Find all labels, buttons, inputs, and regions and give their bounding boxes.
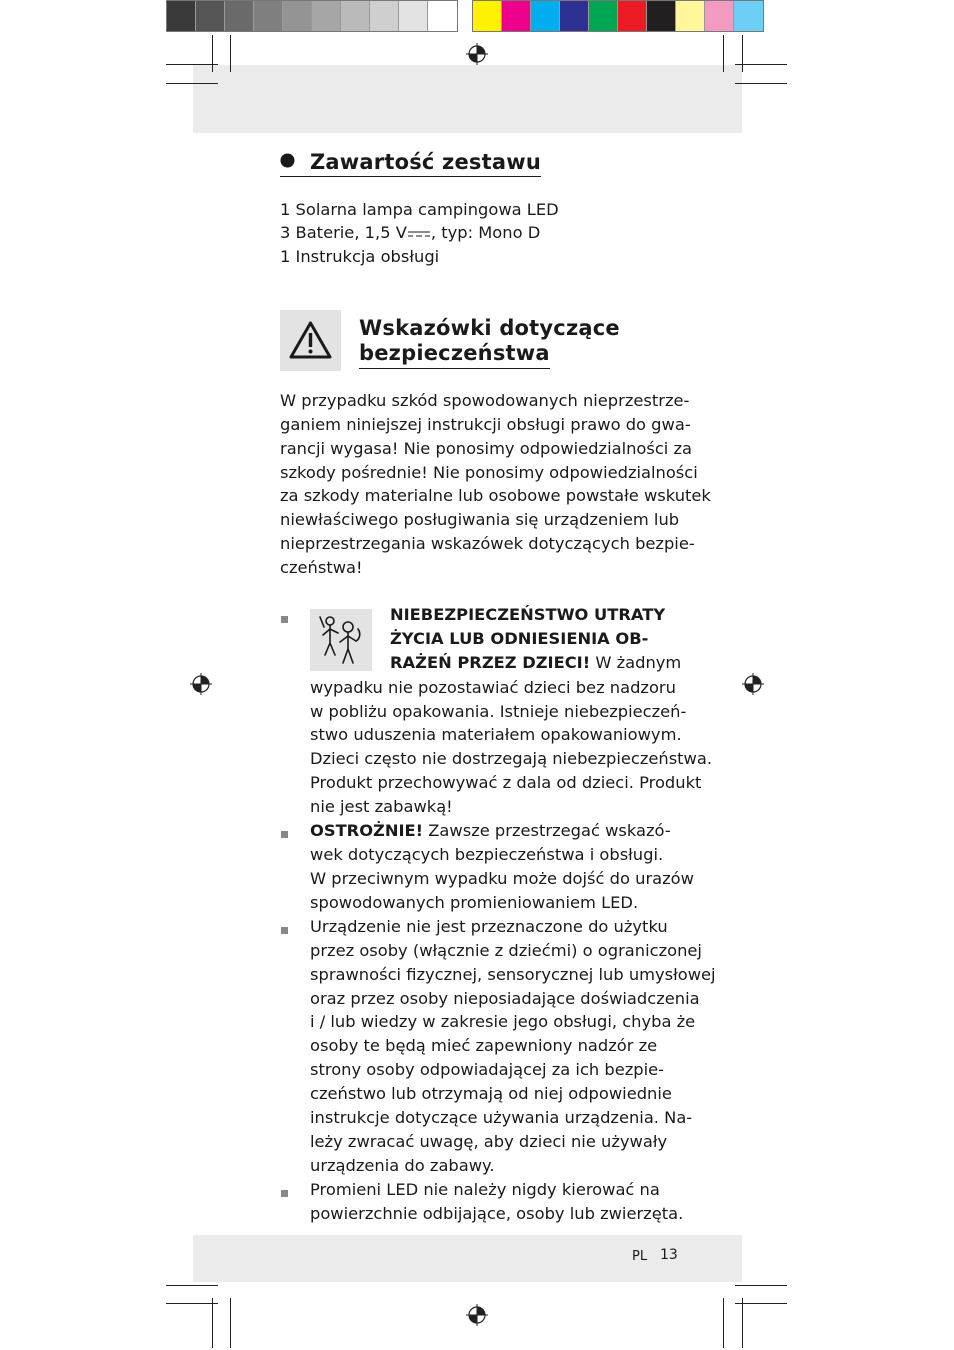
color-swatch xyxy=(589,1,618,31)
warning-triangle-icon xyxy=(288,320,333,360)
color-swatch xyxy=(705,1,734,31)
gray-swatches xyxy=(166,0,458,32)
print-color-bar xyxy=(166,0,764,32)
child-warning-title-1: NIEBEZPIECZEŃSTWO UTRATY xyxy=(390,605,666,624)
color-swatch xyxy=(370,1,399,31)
safety-heading: Wskazówki dotyczące bezpieczeństwa xyxy=(359,316,620,369)
color-swatch xyxy=(341,1,370,31)
color-swatch xyxy=(676,1,705,31)
list-bullet xyxy=(281,831,288,838)
color-swatch xyxy=(618,1,647,31)
registration-mark-icon xyxy=(466,1304,488,1326)
color-swatch xyxy=(734,1,763,31)
registration-mark-icon xyxy=(466,43,488,65)
contents-item-batteries: 3 Baterie, 1,5 V , typ: Mono D xyxy=(280,223,541,242)
color-swatch xyxy=(560,1,589,31)
child-warning-line-3: RAŻEŃ PRZEZ DZIECI! W żadnym xyxy=(390,653,682,672)
color-swatch xyxy=(399,1,428,31)
footer-language: PL xyxy=(632,1249,648,1264)
color-swatch xyxy=(225,1,254,31)
color-swatch xyxy=(502,1,531,31)
color-swatches xyxy=(472,0,764,32)
dc-symbol-icon xyxy=(407,229,431,239)
contents-heading: Zawartość zestawu xyxy=(280,150,541,177)
color-swatch xyxy=(428,1,457,31)
registration-mark-icon xyxy=(742,673,764,695)
contents-item-manual: 1 Instrukcja obsługi xyxy=(280,247,440,266)
page-number: 13 xyxy=(660,1247,678,1263)
child-warning-icon-box xyxy=(310,609,372,671)
color-swatch xyxy=(254,1,283,31)
color-swatch xyxy=(473,1,502,31)
color-swatch xyxy=(647,1,676,31)
list-bullet xyxy=(281,616,288,623)
color-swatch xyxy=(196,1,225,31)
contents-item-lamp: 1 Solarna lampa campingowa LED xyxy=(280,200,559,219)
header-band xyxy=(193,65,742,133)
color-swatch xyxy=(312,1,341,31)
caution-line: OSTROŻNIE! Zawsze przestrzegać wskazó- xyxy=(310,821,671,840)
list-bullet xyxy=(281,1190,288,1197)
child-warning-title-2: ŻYCIA LUB ODNIESIENIA OB- xyxy=(390,629,649,648)
warning-icon-box xyxy=(280,310,341,371)
color-swatch xyxy=(531,1,560,31)
color-swatch xyxy=(167,1,196,31)
child-danger-icon xyxy=(316,613,366,667)
list-bullet xyxy=(281,927,288,934)
color-swatch xyxy=(283,1,312,31)
registration-mark-icon xyxy=(190,673,212,695)
